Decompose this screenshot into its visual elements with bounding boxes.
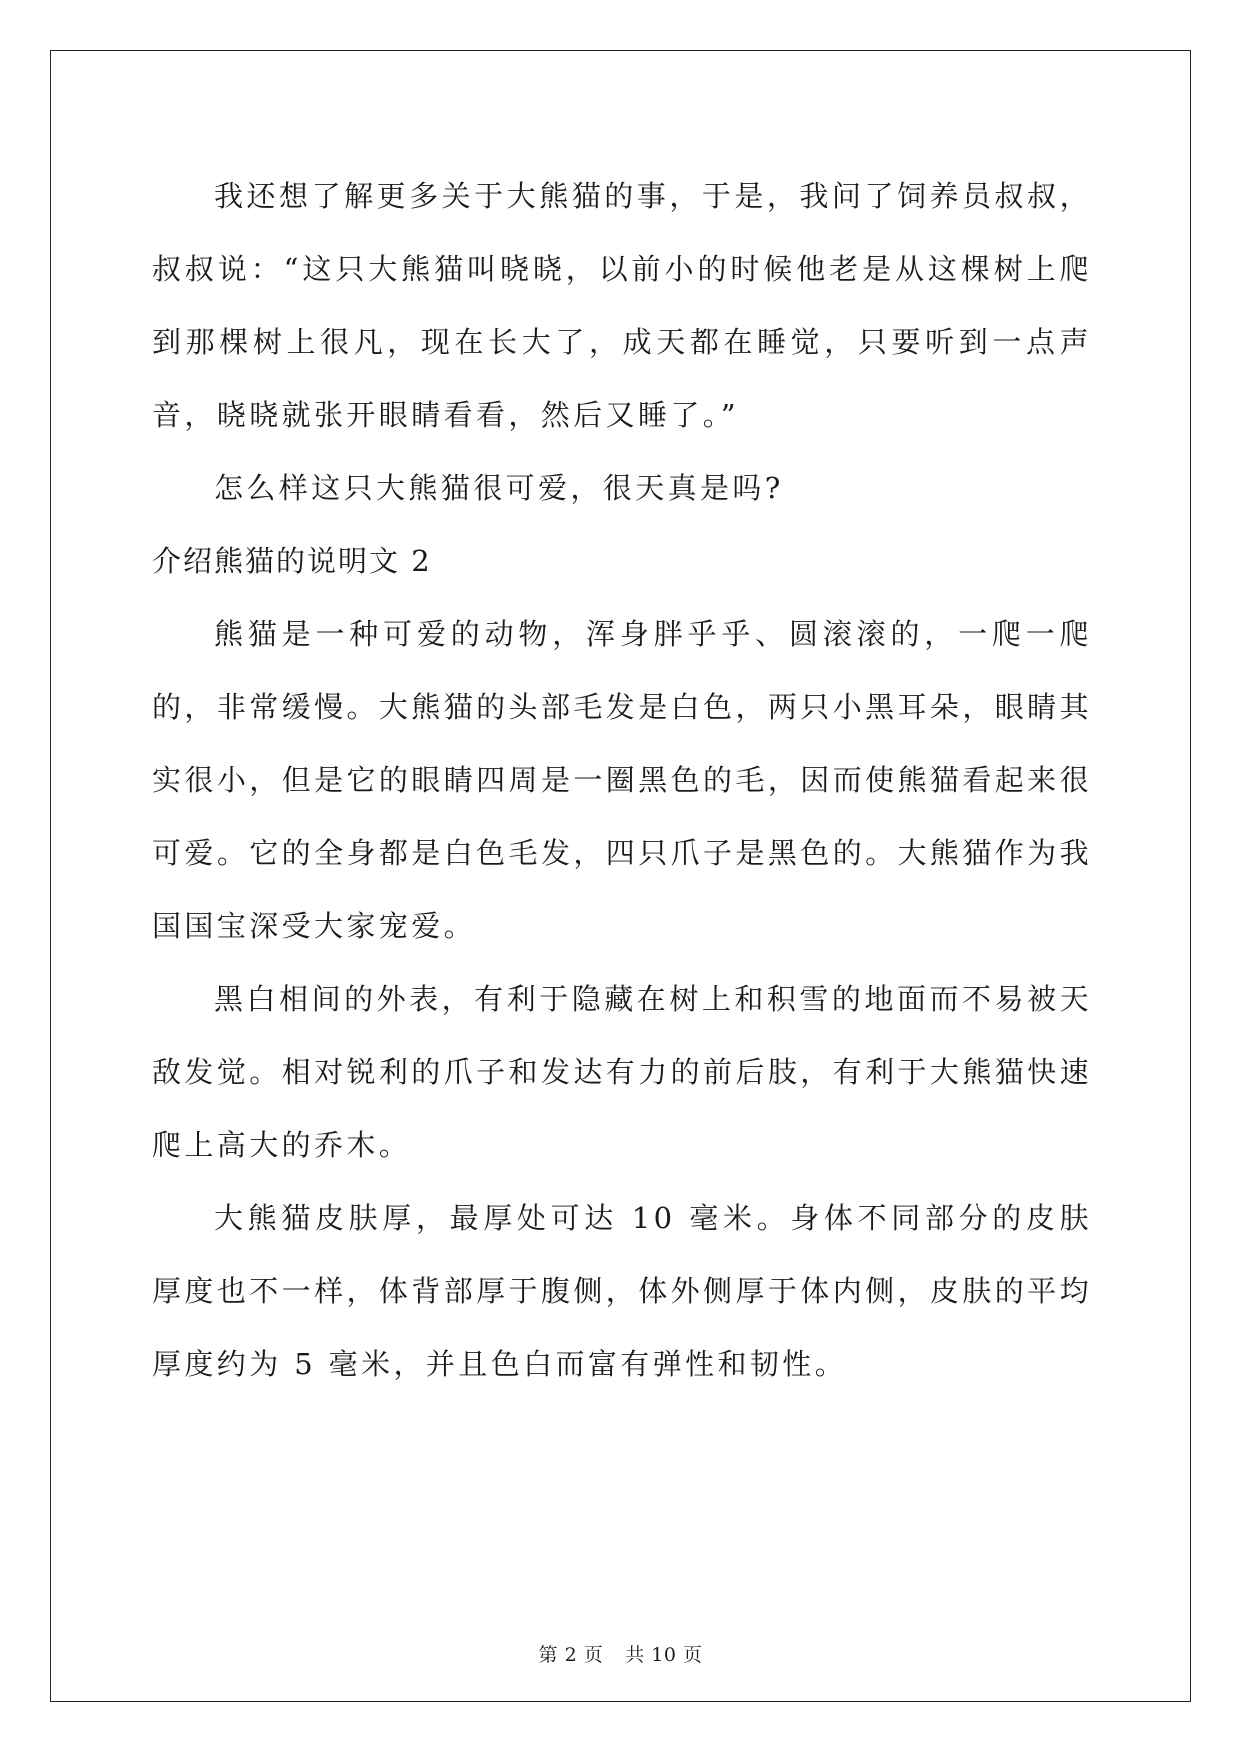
section-heading: 介绍熊猫的说明文 2 [152,544,432,578]
paragraph-skin: 大熊猫皮肤厚，最厚处可达 10 毫米。身体不同部分的皮肤厚度也不一样，体背部厚于腹侧，体外侧厚于体内侧，皮肤的平均厚度约为 5 毫米，并且色白而富有弹性和韧性。 [152,1201,1092,1381]
paragraph-question: 怎么样这只大熊猫很可爱，很天真是吗? [214,471,784,505]
paragraph-appearance: 熊猫是一种可爱的动物，浑身胖乎乎、圆滚滚的，一爬一爬的，非常缓慢。大熊猫的头部毛发是白色，两只小黑耳朵，眼睛其实很小，但是它的眼睛四周是一圈黑色的毛，因而使熊猫看起来很可爱。它的全身都是白色毛发，四只爪子是黑色的。大熊猫作为我国国宝深受大家宠爱。 [152,617,1092,943]
page-number: 第 2 页 [538,1644,604,1666]
paragraph-feeder-conversation: 我还想了解更多关于大熊猫的事，于是，我问了饲养员叔叔，叔叔说：“这只大熊猫叫晓晓，以前小的时候他老是从这棵树上爬到那棵树上很凡，现在长大了，成天都在睡觉，只要听到一点声音，晓晓就张开眼睛看看，然后又睡了。” [152,179,1092,432]
paragraph-camouflage: 黑白相间的外表，有利于隐藏在树上和积雪的地面而不易被天敌发觉。相对锐利的爪子和发达有力的前后肢，有利于大熊猫快速爬上高大的乔木。 [152,982,1092,1162]
total-pages: 共 10 页 [625,1644,703,1666]
document-body [152,160,1092,1401]
page-footer [0,1640,1241,1667]
